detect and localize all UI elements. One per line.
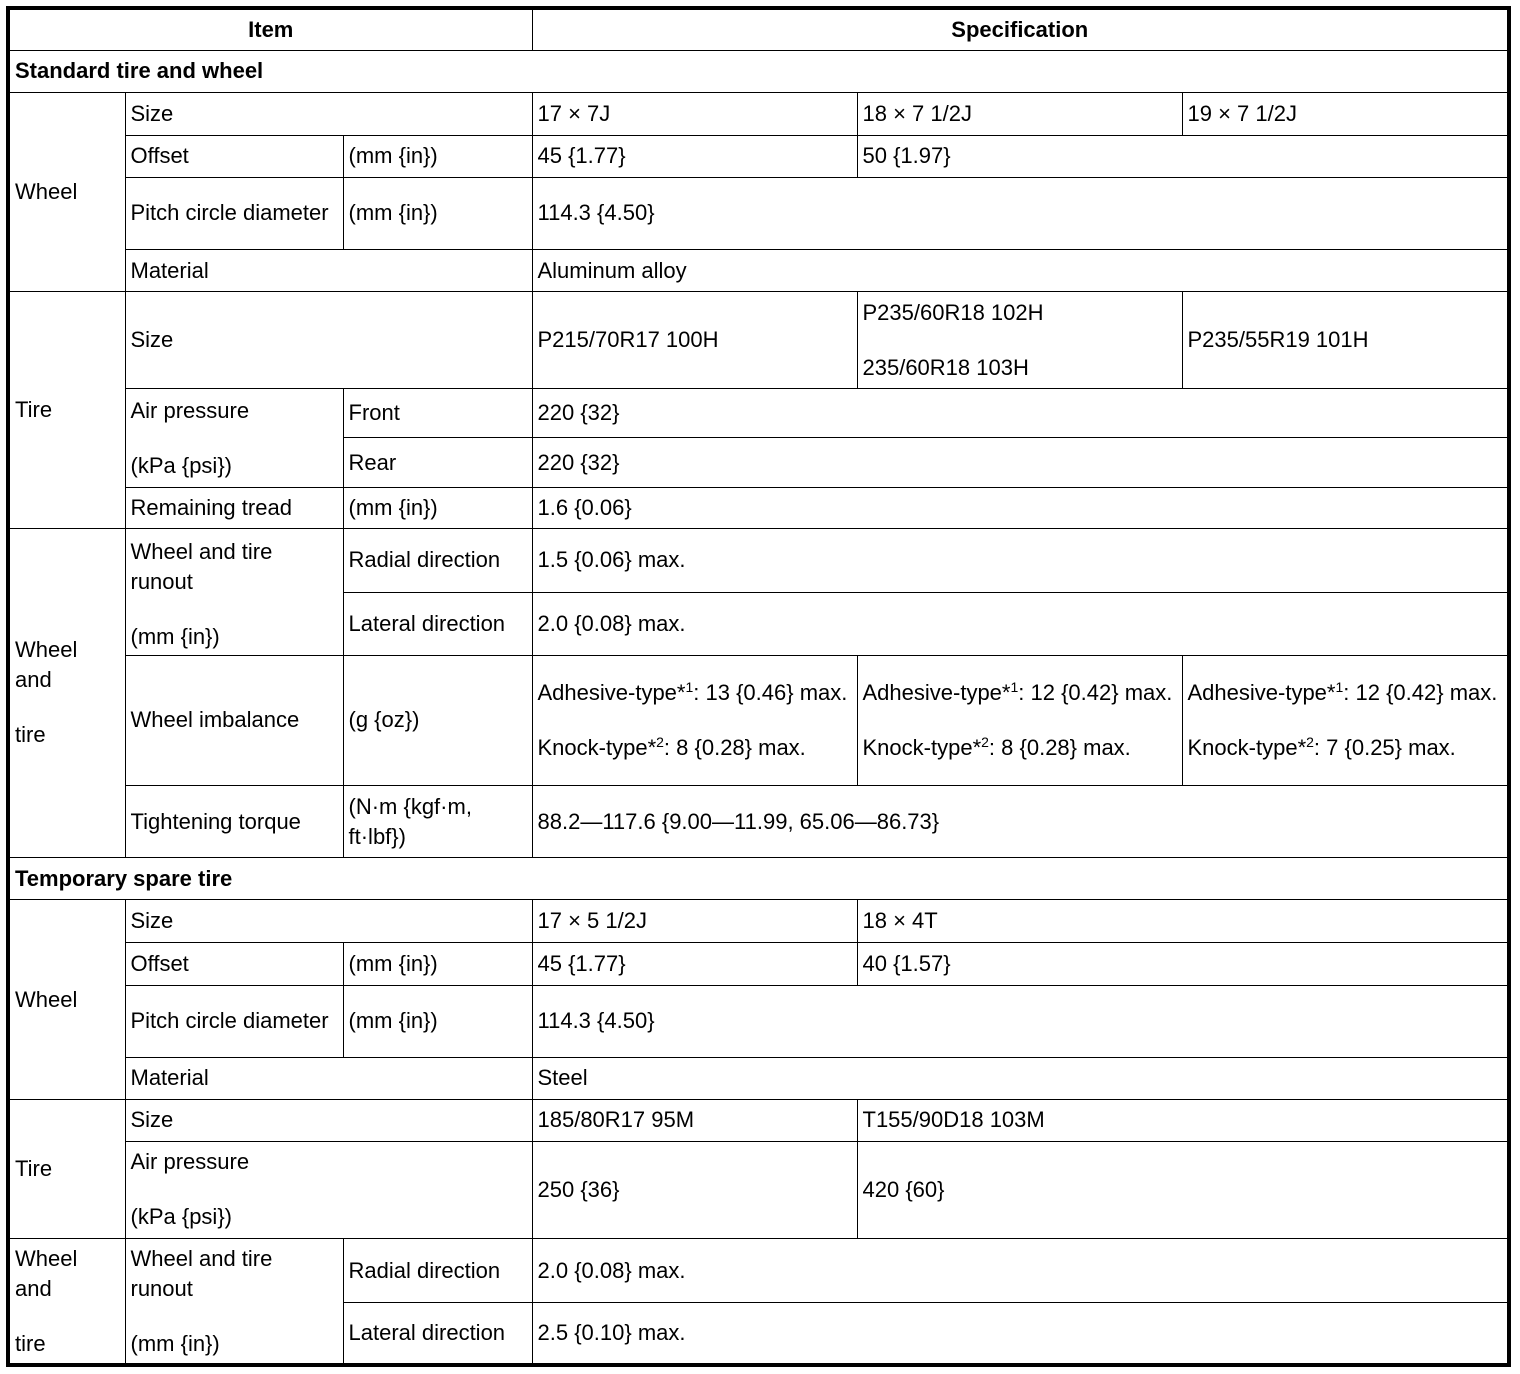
unit-label: Rear xyxy=(343,438,532,488)
section-row-standard xyxy=(8,50,1509,92)
imbalance-cell xyxy=(532,655,857,785)
imbalance-cell xyxy=(1182,655,1509,785)
table-row xyxy=(8,1057,1509,1099)
table-row xyxy=(8,1141,1509,1238)
knock-type-text: Knock-type*$^2$: 8 {0.28} max. xyxy=(862,733,1131,760)
cell-value: 1.6 {0.06} xyxy=(532,488,1509,528)
cell-value: T155/90D18 103M xyxy=(857,1099,1509,1141)
unit-label: (mm {in}) xyxy=(343,985,532,1057)
table-row xyxy=(8,655,1509,785)
cell-value: P215/70R17 100H xyxy=(532,292,857,389)
unit-label: (mm {in}) xyxy=(343,943,532,985)
group-label-wheel-and-tire xyxy=(8,1239,125,1365)
section-title-standard: Standard tire and wheel xyxy=(8,50,1509,92)
cell-value: 250 {36} xyxy=(532,1141,857,1238)
cell-value: 45 {1.77} xyxy=(532,135,857,177)
unit-label: Front xyxy=(343,389,532,438)
unit-label: Radial direction xyxy=(343,528,532,592)
unit-label: Lateral direction xyxy=(343,592,532,655)
cell-value: 50 {1.97} xyxy=(857,135,1509,177)
row-label: Size xyxy=(125,92,532,135)
cell-value: 2.5 {0.10} max. xyxy=(532,1303,1509,1365)
runout-unit: (mm {in}) xyxy=(130,1330,220,1356)
unit-label: (g {oz}) xyxy=(343,655,532,785)
cell-value: 17 × 5 1/2J xyxy=(532,900,857,943)
row-label: Pitch circle diameter xyxy=(125,985,343,1057)
runout-label: Wheel and tire runout xyxy=(130,538,273,594)
row-label: Offset xyxy=(125,135,343,177)
table-row xyxy=(8,92,1509,135)
cell-value: 40 {1.57} xyxy=(857,943,1509,985)
table-row xyxy=(8,389,1509,438)
row-label: Size xyxy=(125,900,532,943)
tire-size-line-2: 235/60R18 103H xyxy=(862,354,1029,380)
row-label: Remaining tread xyxy=(125,488,343,528)
header-row xyxy=(8,8,1509,50)
table-row xyxy=(8,900,1509,943)
cell-value: 45 {1.77} xyxy=(532,943,857,985)
cell-value: P235/55R19 101H xyxy=(1182,292,1509,389)
group-label-line: Wheel xyxy=(15,637,78,663)
table-row xyxy=(8,249,1509,291)
group-label-wheel: Wheel xyxy=(8,92,125,291)
unit-label: (mm {in}) xyxy=(343,488,532,528)
group-label-wheel: Wheel xyxy=(8,900,125,1099)
table-row xyxy=(8,177,1509,249)
row-label: Material xyxy=(125,249,532,291)
air-pressure-label: Air pressure xyxy=(130,1149,250,1175)
cell-value: 2.0 {0.08} max. xyxy=(532,592,1509,655)
group-label-line: and xyxy=(15,667,52,693)
cell-value-multi xyxy=(857,292,1182,389)
runout-label: Wheel and tire runout xyxy=(130,1245,273,1301)
table-row xyxy=(8,943,1509,985)
group-label-line: tire xyxy=(15,1330,46,1356)
table-row xyxy=(8,1239,1509,1303)
runout-unit: (mm {in}) xyxy=(130,623,220,649)
row-label: Tightening torque xyxy=(125,786,343,858)
group-label-line: and xyxy=(15,1275,52,1301)
cell-value: Steel xyxy=(532,1057,1509,1099)
cell-value: 114.3 {4.50} xyxy=(532,177,1509,249)
section-title-spare: Temporary spare tire xyxy=(8,858,1509,900)
row-label-runout xyxy=(125,528,343,655)
knock-type-text: Knock-type*$^2$: 8 {0.28} max. xyxy=(537,733,806,760)
table-row xyxy=(8,1099,1509,1141)
knock-type-text: Knock-type*$^2$: 7 {0.25} max. xyxy=(1187,733,1456,760)
group-label-line: Wheel xyxy=(15,1245,78,1271)
group-label-tire: Tire xyxy=(8,292,125,528)
imbalance-cell xyxy=(857,655,1182,785)
row-label: Offset xyxy=(125,943,343,985)
table-row xyxy=(8,488,1509,528)
table-row xyxy=(8,292,1509,389)
group-label-tire: Tire xyxy=(8,1099,125,1238)
cell-value: 18 × 4T xyxy=(857,900,1509,943)
table-row xyxy=(8,786,1509,858)
unit-label: Lateral direction xyxy=(343,1303,532,1365)
adhesive-type-text: Adhesive-type*$^1$: 12 {0.42} max. xyxy=(862,678,1173,705)
row-label-air-pressure xyxy=(125,1141,532,1238)
cell-value: 1.5 {0.06} max. xyxy=(532,528,1509,592)
table-row xyxy=(8,528,1509,592)
air-pressure-unit: (kPa {psi}) xyxy=(130,452,232,478)
unit-label: (mm {in}) xyxy=(343,135,532,177)
row-label-air-pressure xyxy=(125,389,343,488)
cell-value: 2.0 {0.08} max. xyxy=(532,1239,1509,1303)
group-label-wheel-and-tire xyxy=(8,528,125,858)
row-label: Pitch circle diameter xyxy=(125,177,343,249)
row-label-runout xyxy=(125,1239,343,1365)
air-pressure-unit: (kPa {psi}) xyxy=(130,1204,232,1230)
unit-label: (N·m {kgf·m, ft·lbf}) xyxy=(343,786,532,858)
cell-value: 185/80R17 95M xyxy=(532,1099,857,1141)
row-label: Material xyxy=(125,1057,532,1099)
tire-wheel-spec-table xyxy=(6,6,1511,1367)
cell-value: Aluminum alloy xyxy=(532,249,1509,291)
adhesive-type-text: Adhesive-type*$^1$: 13 {0.46} max. xyxy=(537,678,848,705)
header-item: Item xyxy=(8,8,532,50)
table-row xyxy=(8,985,1509,1057)
cell-value: 220 {32} xyxy=(532,438,1509,488)
unit-label: Radial direction xyxy=(343,1239,532,1303)
cell-value: 420 {60} xyxy=(857,1141,1509,1238)
row-label: Size xyxy=(125,292,532,389)
cell-value: 88.2—117.6 {9.00—11.99, 65.06—86.73} xyxy=(532,786,1509,858)
group-label-line: tire xyxy=(15,722,46,748)
cell-value: 19 × 7 1/2J xyxy=(1182,92,1509,135)
header-specification: Specification xyxy=(532,8,1509,50)
section-row-spare xyxy=(8,858,1509,900)
cell-value: 114.3 {4.50} xyxy=(532,985,1509,1057)
table-row xyxy=(8,135,1509,177)
cell-value: 18 × 7 1/2J xyxy=(857,92,1182,135)
air-pressure-label: Air pressure xyxy=(130,397,250,423)
adhesive-type-text: Adhesive-type*$^1$: 12 {0.42} max. xyxy=(1187,678,1498,705)
cell-value: 220 {32} xyxy=(532,389,1509,438)
unit-label: (mm {in}) xyxy=(343,177,532,249)
tire-size-line-1: P235/60R18 102H xyxy=(862,299,1044,325)
cell-value: 17 × 7J xyxy=(532,92,857,135)
row-label: Size xyxy=(125,1099,532,1141)
row-label: Wheel imbalance xyxy=(125,655,343,785)
